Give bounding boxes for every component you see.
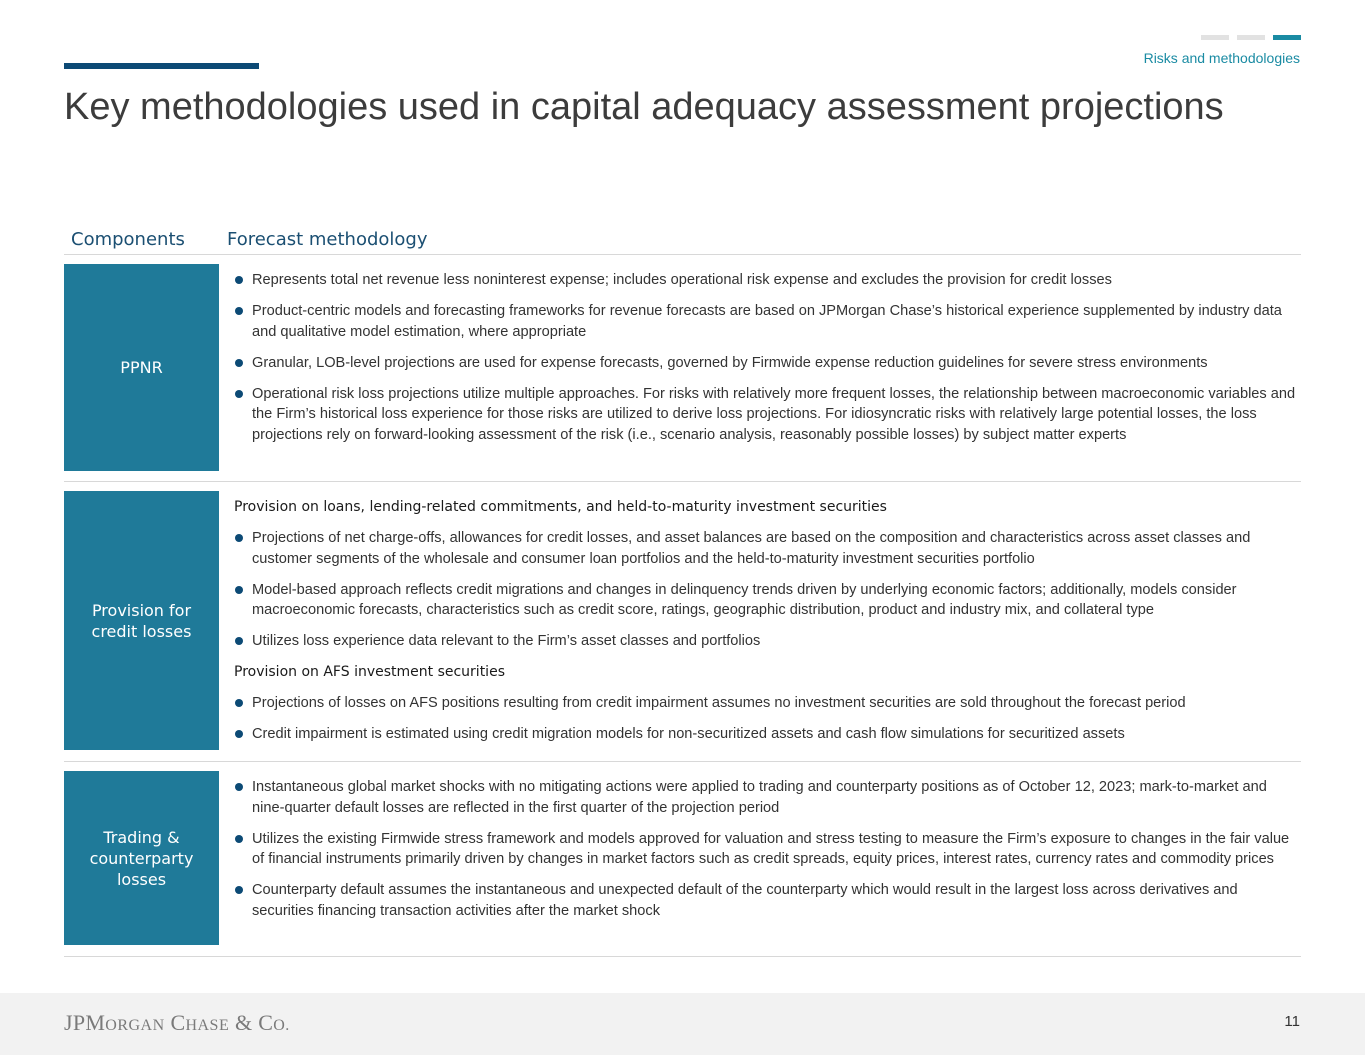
page-title: Key methodologies used in capital adequacy assessment projections <box>64 86 1224 128</box>
bullet-item: Utilizes loss experience data relevant to the Firm’s asset classes and portfolios <box>234 631 1301 652</box>
section-label: Risks and methodologies <box>1143 50 1300 66</box>
logo-text: HASE <box>185 1017 230 1034</box>
table-row-trading-counterparty <box>64 771 1301 957</box>
component-label-provision-credit-losses <box>64 491 219 750</box>
logo-text: & C <box>229 1010 274 1035</box>
table-header <box>64 229 1301 255</box>
company-logo <box>64 1010 290 1036</box>
bullet-item: Credit impairment is estimated using credit migration models for non-securitized assets and cash flow simulations for securitized assets <box>234 724 1301 745</box>
logo-text: JPM <box>64 1010 106 1035</box>
component-label-text: PPNR <box>120 358 163 377</box>
methodology-ppnr <box>234 270 1301 456</box>
component-label-trading-counterparty <box>64 771 219 945</box>
component-label-ppnr <box>64 264 219 471</box>
table-row-provision-credit-losses <box>64 491 1301 762</box>
bullet-item: Granular, LOB-level projections are used for expense forecasts, governed by Firmwide expense reduction guidelines for severe stress environments <box>234 353 1301 374</box>
bullet-item: Represents total net revenue less noninterest expense; includes operational risk expense and excludes the provision for credit losses <box>234 270 1301 291</box>
bullet-item: Projections of net charge-offs, allowances for credit losses, and asset balances are based on the composition and characteristics across asset classes and customer segments of the wholesale and consumer loan portfolios and the held-to-maturity investment securities portfolio <box>234 528 1301 569</box>
bullet-item: Product-centric models and forecasting frameworks for revenue forecasts are based on JPMorgan Chase’s historical experience supplemented by industry data and qualitative model estimation, where appropriate <box>234 301 1301 342</box>
component-label-text: losses <box>116 869 167 889</box>
bullet-item: Counterparty default assumes the instantaneous and unexpected default of the counterparty which would result in the largest loss across derivatives and securities financing transaction activities after the market shock <box>234 880 1301 921</box>
progress-dash-1 <box>1201 35 1229 40</box>
bullet-item: Model-based approach reflects credit migrations and changes in delinquency trends driven by underlying economic factors; additionally, models consider macroeconomic forecasts, characteristics such as credit score, ratings, geographic distribution, product and industry mix, and collateral type <box>234 580 1301 621</box>
methodology-trading-counterparty <box>234 777 1301 932</box>
section-progress-indicator <box>1201 35 1301 40</box>
progress-dash-3-active <box>1273 35 1301 40</box>
column-header-methodology: Forecast methodology <box>227 229 428 250</box>
logo-text: C <box>164 1010 186 1035</box>
bullet-item: Instantaneous global market shocks with no mitigating actions were applied to trading and counterparty positions as of October 12, 2023; mark-to-market and nine-quarter default losses are reflected in the first quarter of the projection period <box>234 777 1301 818</box>
bullet-item: Operational risk loss projections utilize multiple approaches. For risks with relatively more frequent losses, the relationship between macroeconomic variables and the Firm’s historical loss experience for those risks are utilized to derive loss projections. For idiosyncratic risks with relatively large potential losses, the loss projections rely on forward-looking assessment of the risk (i.e., scenario analysis, reasonably possible losses) by subject matter experts <box>234 384 1301 446</box>
sub-heading-afs: Provision on AFS investment securities <box>234 664 505 680</box>
page-number: 11 <box>1284 1013 1300 1030</box>
sub-heading-loans: Provision on loans, lending-related commitments, and held-to-maturity investment securities <box>234 499 887 515</box>
methodology-provision-credit-losses <box>234 497 1301 755</box>
component-label-text: Trading & <box>103 827 180 847</box>
component-label-text: counterparty <box>89 848 194 868</box>
table-row-ppnr <box>64 264 1301 482</box>
bullet-item: Utilizes the existing Firmwide stress framework and models approved for valuation and stress testing to measure the Firm’s exposure to changes in the fair value of financial instruments primarily driven by changes in market factors such as credit spreads, equity prices, interest rates, currency rates and commodity prices <box>234 829 1301 870</box>
footer <box>0 993 1365 1055</box>
component-label-text: Provision for <box>91 600 192 620</box>
component-label-text: credit losses <box>91 621 192 641</box>
title-accent-rule <box>64 63 259 69</box>
bullet-item: Projections of losses on AFS positions resulting from credit impairment assumes no investment securities are sold throughout the forecast period <box>234 693 1301 714</box>
logo-text: O. <box>273 1017 290 1034</box>
logo-text: ORGAN <box>105 1017 165 1034</box>
column-header-components: Components <box>71 229 185 250</box>
progress-dash-2 <box>1237 35 1265 40</box>
